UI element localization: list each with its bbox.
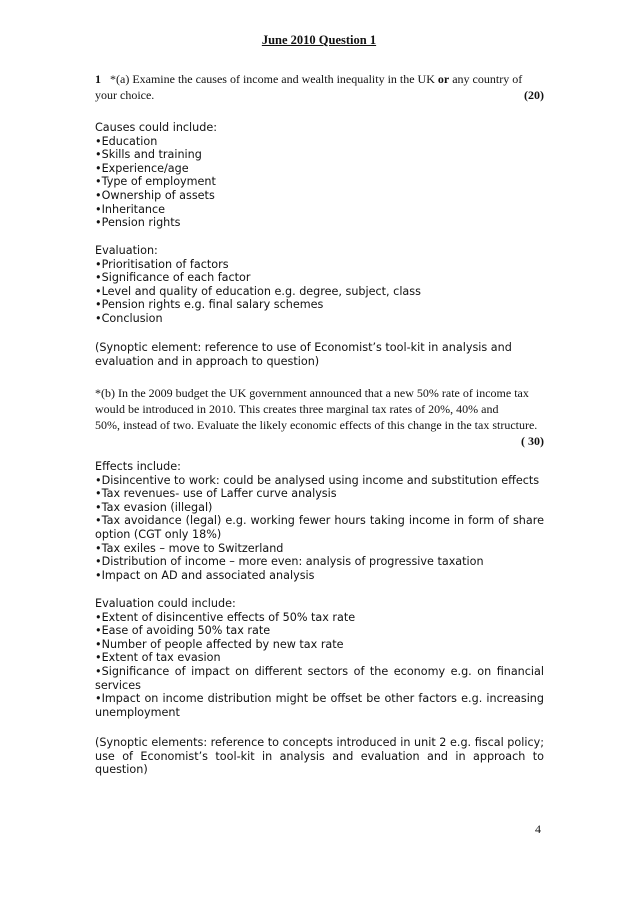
list-item: • Extent of tax evasion [95, 651, 544, 665]
page-title: June 2010 Question 1 [261, 33, 377, 47]
evaluation-a-heading: Evaluation: [95, 244, 158, 257]
question-1a-or: or [437, 72, 450, 86]
question-1a-line-2: your choice. [95, 88, 155, 102]
list-item: • Significance of each factor [95, 271, 544, 285]
list-item: • Pension rights e.g. final salary schemes [95, 298, 544, 312]
synoptic-b-text: (Synoptic elements: reference to concepts introduced in unit 2 e.g. fiscal policy; use of Economist’s tool-kit in analysis and evaluation and in approach to question) [95, 736, 544, 777]
list-item: • Skills and training [95, 148, 544, 162]
list-item: • Education [95, 135, 544, 149]
question-1b-line-2: would be introduced in 2010. This creates three marginal tax rates of 20%, 40% and [95, 402, 499, 416]
list-item: • Experience/age [95, 162, 544, 176]
evaluation-b-section [95, 597, 544, 719]
question-1b-line-3: 50%, instead of two. Evaluate the likely economic effects of this change in the tax structure. [95, 418, 538, 432]
causes-heading: Causes could include: [95, 121, 218, 134]
question-1a-text-b: any country of [449, 72, 523, 86]
synoptic-a-line-1: (Synoptic element: reference to use of Economist’s tool-kit in analysis and [95, 341, 512, 354]
list-item: • Significance of impact on different sectors of the economy e.g. on financial services [95, 665, 544, 692]
question-1a [95, 71, 544, 103]
question-1b [95, 385, 544, 433]
list-item: • Tax evasion (illegal) [95, 501, 544, 515]
list-item: • Inheritance [95, 203, 544, 217]
page-number: 4 [535, 822, 541, 836]
synoptic-a [95, 341, 544, 368]
question-1b-line-1: *(b) In the 2009 budget the UK government announced that a new 50% rate of income tax [95, 386, 529, 400]
list-item: • Level and quality of education e.g. degree, subject, class [95, 285, 544, 299]
list-item: • Tax avoidance (legal) e.g. working fewer hours taking income in form of share option (CGT only 18%) [95, 514, 544, 541]
synoptic-b [95, 736, 544, 777]
list-item: • Impact on income distribution might be offset be other factors e.g. increasing unemployment [95, 692, 544, 719]
list-item: • Tax exiles – move to Switzerland [95, 542, 544, 556]
list-item: • Pension rights [95, 216, 544, 230]
question-number: 1 [95, 72, 101, 86]
effects-section [95, 460, 544, 582]
evaluation-a-section [95, 244, 544, 326]
list-item: • Distribution of income – more even: analysis of progressive taxation [95, 555, 544, 569]
question-1a-marks: (20) [524, 88, 544, 102]
list-item: • Tax revenues- use of Laffer curve analysis [95, 487, 544, 501]
question-1a-line-1 [95, 71, 544, 87]
effects-heading: Effects include: [95, 460, 181, 473]
question-1a-text-a: *(a) Examine the causes of income and wealth inequality in the UK [110, 72, 438, 86]
list-item: • Disincentive to work: could be analysed using income and substitution effects [95, 474, 544, 488]
list-item: • Number of people affected by new tax rate [95, 638, 544, 652]
list-item: • Extent of disincentive effects of 50% tax rate [95, 611, 544, 625]
causes-section [95, 121, 544, 230]
list-item: • Impact on AD and associated analysis [95, 569, 544, 583]
question-1b-marks: ( 30) [521, 434, 544, 448]
list-item: • Type of employment [95, 175, 544, 189]
list-item: • Ease of avoiding 50% tax rate [95, 624, 544, 638]
list-item: • Conclusion [95, 312, 544, 326]
synoptic-a-line-2: evaluation and in approach to question) [95, 354, 320, 368]
evaluation-b-heading: Evaluation could include: [95, 597, 236, 610]
list-item: • Prioritisation of factors [95, 258, 544, 272]
list-item: • Ownership of assets [95, 189, 544, 203]
